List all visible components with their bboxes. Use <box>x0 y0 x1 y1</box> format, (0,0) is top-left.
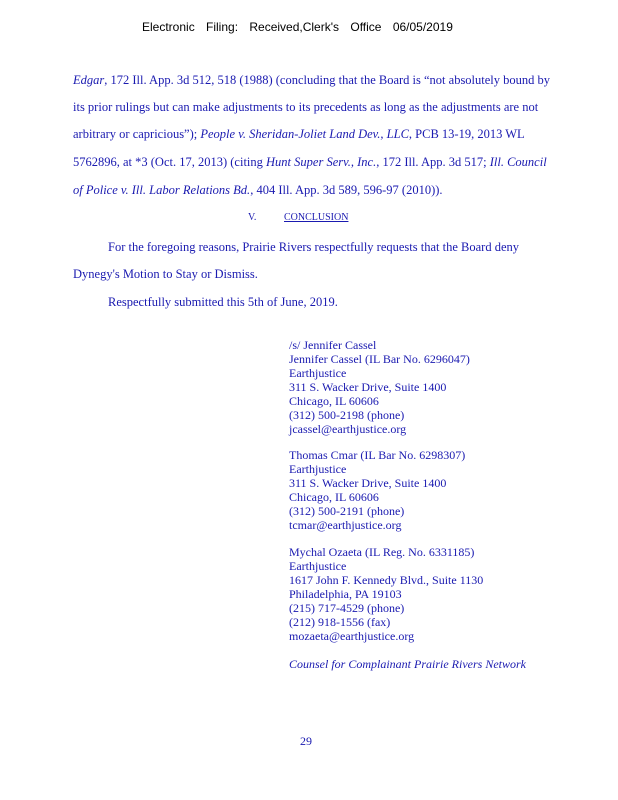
address-line: Chicago, IL 60606 <box>289 490 379 504</box>
phone: (312) 500-2191 (phone) <box>289 504 405 518</box>
section-number: V. <box>248 212 257 223</box>
citation-text: 5762896, at *3 (Oct. 17, 2013) (citing <box>73 155 267 169</box>
section-title: CONCLUSION <box>284 212 349 223</box>
address-line: 311 S. Wacker Drive, Suite 1400 <box>289 380 447 394</box>
attorney-name: Mychal Ozaeta (IL Reg. No. 6331185) <box>289 545 475 559</box>
citation-line: its prior rulings but can make adjustments to its precedents as long as the adjustments are not <box>73 100 539 114</box>
address-line: 1617 John F. Kennedy Blvd., Suite 1130 <box>289 573 484 587</box>
filing-stamp-header: Electronic Filing: Received,Clerk's Office 06/05/2019 <box>142 20 453 34</box>
citation-line <box>73 183 443 198</box>
attorney-name: Thomas Cmar (IL Bar No. 6298307) <box>289 448 466 462</box>
signature-line: /s/ Jennifer Cassel <box>289 338 377 352</box>
signature-block <box>289 338 470 436</box>
citation-text: , 172 Ill. App. 3d 512, 518 (1988) (concluding that the Board is “not absolutely bound by <box>104 73 551 87</box>
case-name: of Police v. Ill. Labor Relations Bd. <box>73 183 251 197</box>
citation-text: , 172 Ill. App. 3d 517; <box>376 155 490 169</box>
case-name: People v. Sheridan-Joliet Land Dev., LLC <box>200 127 409 141</box>
case-name: Hunt Super Serv., Inc. <box>266 155 377 169</box>
section-heading <box>248 212 376 223</box>
organization: Earthjustice <box>289 462 347 476</box>
page-number: 29 <box>300 734 312 748</box>
address-line: Chicago, IL 60606 <box>289 394 379 408</box>
email: tcmar@earthjustice.org <box>289 518 402 532</box>
citation-line <box>73 73 550 88</box>
citation-text: , PCB 13-19, 2013 WL <box>408 127 525 141</box>
conclusion-text: For the foregoing reasons, Prairie Rivers respectfully requests that the Board deny <box>108 240 519 254</box>
citation-line <box>73 127 525 142</box>
counsel-designation: Counsel for Complainant Prairie Rivers Network <box>289 657 526 671</box>
email: jcassel@earthjustice.org <box>289 422 407 436</box>
phone: (312) 500-2198 (phone) <box>289 408 405 422</box>
signature-block <box>289 545 483 643</box>
attorney-name: Jennifer Cassel (IL Bar No. 6296047) <box>289 352 470 366</box>
address-line: Philadelphia, PA 19103 <box>289 587 402 601</box>
fax: (212) 918-1556 (fax) <box>289 615 391 629</box>
conclusion-text: Dynegy's Motion to Stay or Dismiss. <box>73 267 258 281</box>
phone: (215) 717-4529 (phone) <box>289 601 405 615</box>
address-line: 311 S. Wacker Drive, Suite 1400 <box>289 476 447 490</box>
case-name: Edgar <box>73 73 105 87</box>
signature-block <box>289 448 465 532</box>
citation-line <box>73 155 547 170</box>
citation-text: arbitrary or capricious”); <box>73 127 201 141</box>
organization: Earthjustice <box>289 559 347 573</box>
case-name: Ill. Council <box>489 155 547 169</box>
citation-text: , 404 Ill. App. 3d 589, 596-97 (2010)). <box>250 183 443 197</box>
submission-line: Respectfully submitted this 5th of June, 2019. <box>108 295 338 309</box>
email: mozaeta@earthjustice.org <box>289 629 415 643</box>
organization: Earthjustice <box>289 366 347 380</box>
